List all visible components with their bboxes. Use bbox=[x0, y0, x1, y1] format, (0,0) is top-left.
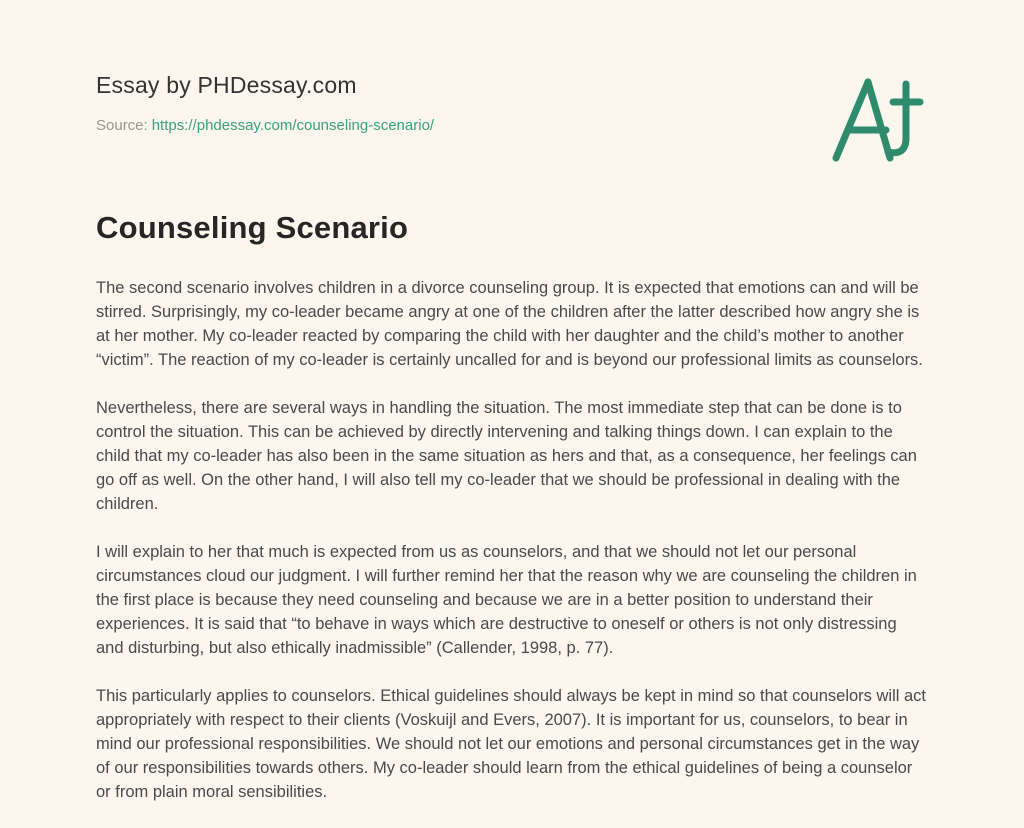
page-header bbox=[96, 72, 928, 134]
essay-article bbox=[96, 210, 928, 804]
essay-title: Counseling Scenario bbox=[96, 210, 409, 245]
source-label: Source: bbox=[96, 117, 148, 134]
essay-paragraph: The second scenario involves children in a divorce counseling group. It is expected that emotions can and will be stirred. Surprisingly, my co-leader became angry at one of the children after the latter described how angry she is at her mother. My co-leader reacted by comparing the child with her daughter and the child’s mother to another “victim”. The reaction of my co-leader is certainly uncalled for and is beyond our professional limits as counselors. bbox=[96, 279, 923, 369]
essay-paragraph: Nevertheless, there are several ways in handling the situation. The most immediate step that can be done is to control the situation. This can be achieved by directly intervening and talking things down. I can explain to the child that my co-leader has also been in the same situation as hers and that, as a consequence, her feelings can go off as well. On the other hand, I will also tell my co-leader that we should be professional in dealing with the children. bbox=[96, 399, 917, 513]
phdessay-logo-icon bbox=[824, 72, 928, 164]
essay-body bbox=[96, 276, 928, 804]
site-title: Essay by PHDessay.com bbox=[96, 72, 357, 98]
essay-paragraph: I will explain to her that much is expected from us as counselors, and that we should not let our personal circumstances cloud our judgment. I will further remind her that the reason why we are counseling the children in the first place is because they need counseling and because we are in a better position to understand their experiences. It is said that “to behave in ways which are destructive to oneself or others is not only distressing and disturbing, but also ethically inadmissible” (Callender, 1998, p. 77). bbox=[96, 543, 917, 657]
essay-paragraph: This particularly applies to counselors. Ethical guidelines should always be kept in mind so that counselors will act appropriately with respect to their clients (Voskuijl and Evers, 2007). It is important for us, counselors, to bear in mind our professional responsibilities. We should not let our emotions and personal circumstances get in the way of our responsibilities towards others. My co-leader should learn from the ethical guidelines of being a counselor or from plain moral sensibilities. bbox=[96, 687, 927, 801]
source-line bbox=[96, 117, 928, 134]
source-url-link[interactable]: https://phdessay.com/counseling-scenario/ bbox=[151, 117, 435, 134]
